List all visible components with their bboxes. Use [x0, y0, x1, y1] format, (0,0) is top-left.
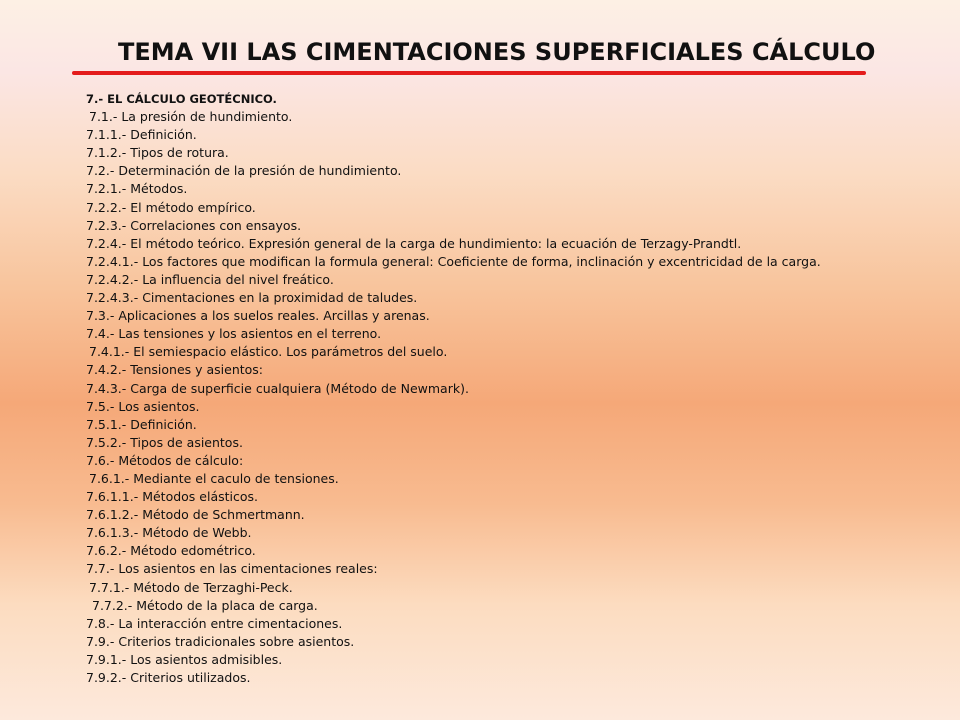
- list-item: 7.9.1.- Los asientos admisibles.: [86, 651, 283, 667]
- list-item: 7.6.1.3.- Método de Webb.: [86, 525, 252, 541]
- list-item: 7.4.3.- Carga de superficie cualquiera (Método de Newmark).: [86, 380, 469, 396]
- list-item: 7.4.1.- El semiespacio elástico. Los parámetros del suelo.: [89, 344, 448, 360]
- list-item: 7.6.1.2.- Método de Schmertmann.: [86, 507, 305, 523]
- list-item: 7.4.- Las tensiones y los asientos en el terreno.: [86, 326, 382, 342]
- list-item: 7.2.4.- El método teórico. Expresión general de la carga de hundimiento: la ecuación de Terzagy-Prandtl.: [86, 235, 742, 251]
- list-item: 7.8.- La interacción entre cimentaciones.: [86, 615, 343, 631]
- list-item: 7.6.- Métodos de cálculo:: [86, 452, 244, 468]
- list-item: 7.1.2.- Tipos de rotura.: [86, 145, 229, 161]
- list-item: 7.6.1.1.- Métodos elásticos.: [86, 489, 258, 505]
- list-item: 7.2.4.2.- La influencia del nivel freático.: [86, 271, 334, 287]
- section-heading: 7.- EL CÁLCULO GEOTÉCNICO.: [86, 92, 277, 106]
- title-underline: [72, 71, 866, 75]
- list-item: 7.9.2.- Criterios utilizados.: [86, 670, 251, 685]
- list-item: 7.9.- Criterios tradicionales sobre asientos.: [86, 633, 355, 649]
- list-item: 7.5.2.- Tipos de asientos.: [86, 434, 243, 450]
- list-item: 7.6.2.- Método edométrico.: [86, 543, 256, 559]
- list-item: 7.2.4.1.- Los factores que modifican la formula general: Coeficiente de forma, inclinación y excentricidad de la carga.: [86, 253, 821, 269]
- list-item: 7.2.1.- Métodos.: [86, 181, 188, 197]
- list-item: 7.6.1.- Mediante el caculo de tensiones.: [89, 470, 339, 486]
- list-item: 7.7.2.- Método de la placa de carga.: [92, 597, 318, 613]
- list-item: 7.7.1.- Método de Terzaghi-Peck.: [89, 579, 293, 595]
- list-item: 7.2.2.- El método empírico.: [86, 199, 256, 215]
- page-title: TEMA VII LAS CIMENTACIONES SUPERFICIALES CÁLCULO: [118, 38, 876, 66]
- outline-list: [86, 90, 946, 687]
- list-item: 7.3.- Aplicaciones a los suelos reales. Arcillas y arenas.: [86, 308, 430, 324]
- list-item: 7.4.2.- Tensiones y asientos:: [86, 362, 264, 378]
- list-item: 7.1.- La presión de hundimiento.: [89, 109, 293, 125]
- list-item: 7.2.4.3.- Cimentaciones en la proximidad de taludes.: [86, 290, 418, 306]
- list-item: 7.2.3.- Correlaciones con ensayos.: [86, 217, 302, 233]
- list-item: 7.1.1.- Definición.: [86, 127, 197, 143]
- list-item: 7.5.1.- Definición.: [86, 416, 197, 432]
- list-item: 7.2.- Determinación de la presión de hundimiento.: [86, 163, 402, 179]
- list-item: 7.7.- Los asientos en las cimentaciones reales:: [86, 561, 378, 577]
- list-item: 7.5.- Los asientos.: [86, 398, 200, 414]
